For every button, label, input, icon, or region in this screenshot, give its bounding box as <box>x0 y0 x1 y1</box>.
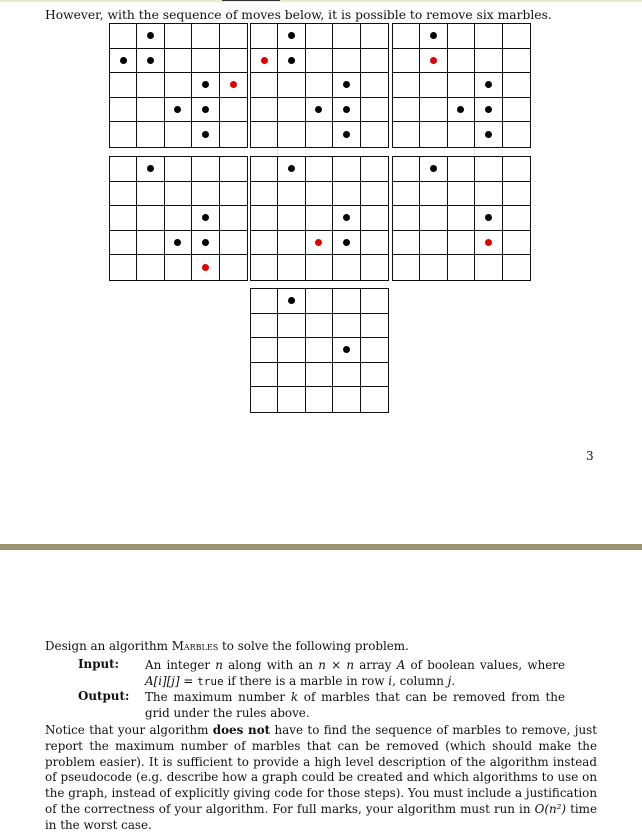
board-cell <box>165 157 192 182</box>
board-cell <box>278 98 305 123</box>
board-cell <box>475 255 502 280</box>
red-marble <box>315 239 322 246</box>
board-cell <box>110 122 137 147</box>
red-marble <box>430 57 437 64</box>
board-cell <box>251 387 278 412</box>
board-cell <box>333 289 360 314</box>
board-cell <box>448 98 475 123</box>
marble-board-5 <box>250 156 389 281</box>
board-cell <box>110 98 137 123</box>
notice-paragraph: Notice that your algorithm does not have to find the sequence of marbles to remove, just report the maximum number of marbles that can be removed (which should make the problem easier). It is sufficient to provide a high level description of the algorithm instead of pseudocode (e.g. describe how a graph could be created and which algorithms to use on the graph, instead of explicitly giving code for those steps). You must include a justification of the correctness of your algorithm. For full marks, your algorithm must run in O(n²) time in the worst case. <box>45 723 597 832</box>
board-cell <box>192 24 219 49</box>
board-cell <box>475 231 502 256</box>
board-cell <box>420 122 447 147</box>
board-cell <box>278 157 305 182</box>
board-cell <box>278 255 305 280</box>
board-cell <box>361 314 388 339</box>
page-top-rule <box>0 0 642 2</box>
board-cell <box>165 182 192 207</box>
black-marble <box>202 106 209 113</box>
board-cell <box>165 49 192 74</box>
board-cell <box>420 24 447 49</box>
board-cell <box>165 231 192 256</box>
board-cell <box>361 206 388 231</box>
board-cell <box>192 255 219 280</box>
board-cell <box>165 122 192 147</box>
board-cell <box>306 206 333 231</box>
board-cell <box>333 338 360 363</box>
board-cell <box>110 157 137 182</box>
board-cell <box>192 73 219 98</box>
black-marble <box>147 165 154 172</box>
board-cell <box>192 231 219 256</box>
board-cell <box>333 24 360 49</box>
input-description: An integer n along with an n × n array A of boolean values, where A[i][j] = true if there is a marble in row i, column j. <box>145 658 565 689</box>
board-cell <box>220 49 247 74</box>
marble-board-6 <box>392 156 531 281</box>
intro-text: However, with the sequence of moves below, it is possible to remove six marbles. <box>45 8 552 22</box>
black-marble <box>202 131 209 138</box>
black-marble <box>315 106 322 113</box>
board-cell <box>503 98 530 123</box>
black-marble <box>147 57 154 64</box>
black-marble <box>147 32 154 39</box>
board-cell <box>361 49 388 74</box>
black-marble <box>430 32 437 39</box>
black-marble <box>202 81 209 88</box>
board-cell <box>420 255 447 280</box>
black-marble <box>485 81 492 88</box>
board-cell <box>306 338 333 363</box>
board-cell <box>333 157 360 182</box>
black-marble <box>343 131 350 138</box>
board-cell <box>251 289 278 314</box>
board-cell <box>251 255 278 280</box>
black-marble <box>288 32 295 39</box>
board-cell <box>420 206 447 231</box>
marble-board-2 <box>250 23 389 148</box>
board-cell <box>192 157 219 182</box>
board-cell <box>306 98 333 123</box>
board-cell <box>306 73 333 98</box>
board-cell <box>475 49 502 74</box>
black-marble <box>485 131 492 138</box>
board-cell <box>420 182 447 207</box>
board-cell <box>137 255 164 280</box>
output-label: Output: <box>78 689 130 703</box>
board-cell <box>110 73 137 98</box>
board-cell <box>503 122 530 147</box>
board-cell <box>361 255 388 280</box>
board-cell <box>278 387 305 412</box>
board-cell <box>220 157 247 182</box>
board-cell <box>278 73 305 98</box>
board-cell <box>110 206 137 231</box>
board-cell <box>251 314 278 339</box>
board-cell <box>251 231 278 256</box>
black-marble <box>343 106 350 113</box>
board-cell <box>475 73 502 98</box>
black-marble <box>485 214 492 221</box>
board-cell <box>278 338 305 363</box>
black-marble <box>343 239 350 246</box>
board-cell <box>475 24 502 49</box>
board-cell <box>361 363 388 388</box>
board-cell <box>333 122 360 147</box>
board-cell <box>503 206 530 231</box>
board-cell <box>192 206 219 231</box>
board-cell <box>251 49 278 74</box>
board-cell <box>475 98 502 123</box>
board-cell <box>393 24 420 49</box>
board-cell <box>475 122 502 147</box>
black-marble <box>288 297 295 304</box>
board-cell <box>393 206 420 231</box>
board-cell <box>251 98 278 123</box>
board-cell <box>333 255 360 280</box>
board-cell <box>251 338 278 363</box>
marble-board-7 <box>250 288 389 413</box>
black-marble <box>174 106 181 113</box>
board-cell <box>448 206 475 231</box>
board-cell <box>220 231 247 256</box>
black-marble <box>202 239 209 246</box>
board-cell <box>220 24 247 49</box>
board-cell <box>393 182 420 207</box>
board-cell <box>165 206 192 231</box>
board-cell <box>361 73 388 98</box>
board-cell <box>448 122 475 147</box>
board-cell <box>110 24 137 49</box>
red-marble <box>202 264 209 271</box>
board-cell <box>220 98 247 123</box>
board-cell <box>333 182 360 207</box>
board-cell <box>192 49 219 74</box>
board-cell <box>448 73 475 98</box>
board-cell <box>503 73 530 98</box>
black-marble <box>457 106 464 113</box>
board-cell <box>220 255 247 280</box>
board-cell <box>306 24 333 49</box>
board-cell <box>251 24 278 49</box>
board-cell <box>393 157 420 182</box>
board-cell <box>333 98 360 123</box>
board-cell <box>333 49 360 74</box>
board-cell <box>333 206 360 231</box>
board-cell <box>420 157 447 182</box>
marble-board-4 <box>109 156 248 281</box>
board-cell <box>306 157 333 182</box>
input-label: Input: <box>78 657 120 671</box>
board-cell <box>220 206 247 231</box>
board-cell <box>361 387 388 412</box>
board-cell <box>503 24 530 49</box>
board-cell <box>165 255 192 280</box>
board-cell <box>278 289 305 314</box>
board-cell <box>361 338 388 363</box>
board-cell <box>448 182 475 207</box>
board-cell <box>306 122 333 147</box>
board-cell <box>503 157 530 182</box>
board-cell <box>420 49 447 74</box>
output-description: The maximum number k of marbles that can be removed from the grid under the rules above. <box>145 690 565 721</box>
board-cell <box>393 122 420 147</box>
board-cell <box>137 182 164 207</box>
board-cell <box>503 49 530 74</box>
marble-board-1 <box>109 23 248 148</box>
red-marble <box>261 57 268 64</box>
board-cell <box>306 182 333 207</box>
board-cell <box>110 49 137 74</box>
board-cell <box>137 24 164 49</box>
board-cell <box>361 157 388 182</box>
board-cell <box>306 363 333 388</box>
board-cell <box>278 206 305 231</box>
board-cell <box>165 73 192 98</box>
board-cell <box>393 255 420 280</box>
board-cell <box>448 24 475 49</box>
board-cell <box>503 231 530 256</box>
board-cell <box>448 231 475 256</box>
board-cell <box>137 49 164 74</box>
board-cell <box>110 231 137 256</box>
board-cell <box>333 314 360 339</box>
black-marble <box>343 346 350 353</box>
page-top-mark <box>222 0 280 1</box>
board-cell <box>251 182 278 207</box>
board-cell <box>192 182 219 207</box>
board-cell <box>448 49 475 74</box>
black-marble <box>174 239 181 246</box>
board-cell <box>333 387 360 412</box>
board-cell <box>503 255 530 280</box>
board-cell <box>251 363 278 388</box>
board-cell <box>278 182 305 207</box>
board-cell <box>278 24 305 49</box>
board-cell <box>251 157 278 182</box>
board-cell <box>420 73 447 98</box>
black-marble <box>343 214 350 221</box>
board-cell <box>361 98 388 123</box>
board-cell <box>306 314 333 339</box>
board-cell <box>361 231 388 256</box>
black-marble <box>288 57 295 64</box>
board-cell <box>278 122 305 147</box>
board-cell <box>278 49 305 74</box>
board-cell <box>220 182 247 207</box>
board-cell <box>420 231 447 256</box>
board-cell <box>393 49 420 74</box>
board-cell <box>475 182 502 207</box>
marble-board-3 <box>392 23 531 148</box>
board-cell <box>475 157 502 182</box>
board-cell <box>278 363 305 388</box>
problem-intro: Design an algorithm Marbles to solve the following problem. <box>45 639 409 653</box>
board-cell <box>137 98 164 123</box>
board-cell <box>220 122 247 147</box>
board-cell <box>503 182 530 207</box>
board-cell <box>137 231 164 256</box>
board-cell <box>137 206 164 231</box>
board-cell <box>448 157 475 182</box>
board-cell <box>393 98 420 123</box>
board-cell <box>306 231 333 256</box>
board-cell <box>192 98 219 123</box>
board-cell <box>251 122 278 147</box>
board-cell <box>137 157 164 182</box>
board-cell <box>333 231 360 256</box>
board-cell <box>475 206 502 231</box>
board-cell <box>361 289 388 314</box>
board-cell <box>251 206 278 231</box>
board-cell <box>278 314 305 339</box>
board-cell <box>251 73 278 98</box>
board-cell <box>192 122 219 147</box>
board-cell <box>306 255 333 280</box>
page-divider <box>0 544 642 550</box>
algorithm-name: Marbles <box>171 639 219 653</box>
board-cell <box>110 255 137 280</box>
board-cell <box>448 255 475 280</box>
page-number: 3 <box>586 449 594 463</box>
board-cell <box>137 122 164 147</box>
red-marble <box>230 81 237 88</box>
board-cell <box>137 73 164 98</box>
board-cell <box>361 122 388 147</box>
board-cell <box>110 182 137 207</box>
black-marble <box>120 57 127 64</box>
board-cell <box>393 73 420 98</box>
board-cell <box>306 289 333 314</box>
board-cell <box>165 98 192 123</box>
black-marble <box>430 165 437 172</box>
board-cell <box>333 73 360 98</box>
board-cell <box>361 24 388 49</box>
board-cell <box>278 231 305 256</box>
board-cell <box>306 387 333 412</box>
black-marble <box>343 81 350 88</box>
board-cell <box>220 73 247 98</box>
board-cell <box>361 182 388 207</box>
red-marble <box>485 239 492 246</box>
black-marble <box>288 165 295 172</box>
black-marble <box>485 106 492 113</box>
board-cell <box>306 49 333 74</box>
board-cell <box>420 98 447 123</box>
board-cell <box>393 231 420 256</box>
black-marble <box>202 214 209 221</box>
board-cell <box>165 24 192 49</box>
board-cell <box>333 363 360 388</box>
